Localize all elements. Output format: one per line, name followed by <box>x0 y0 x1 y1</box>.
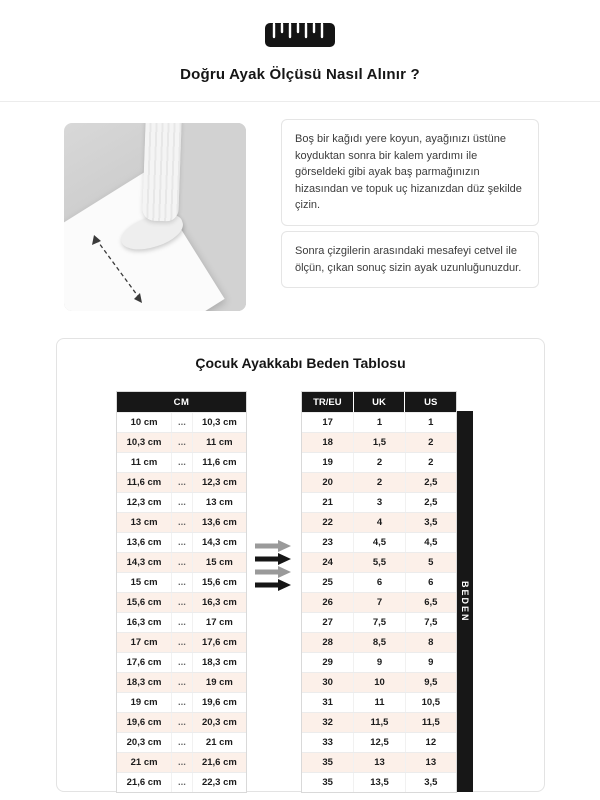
cm-from-cell: 18,3 cm <box>126 677 162 688</box>
uk-cell: 6 <box>353 573 404 592</box>
uk-cell: 1,5 <box>353 433 404 452</box>
uk-cell: 11,5 <box>353 713 404 732</box>
tr-eu-cell: 24 <box>322 557 333 568</box>
uk-cell: 10 <box>353 673 404 692</box>
us-cell: 8 <box>405 633 456 652</box>
range-separator: ... <box>171 673 192 692</box>
cm-from-cell: 15 cm <box>130 577 158 588</box>
cm-table-body <box>117 412 246 792</box>
table-row <box>302 772 456 792</box>
tr-eu-cell: 25 <box>322 577 333 588</box>
range-separator: ... <box>171 533 192 552</box>
table-row <box>117 612 246 632</box>
table-row <box>302 732 456 752</box>
table-row <box>302 592 456 612</box>
cm-from-cell: 12,3 cm <box>126 497 162 508</box>
uk-cell: 2 <box>353 453 404 472</box>
range-separator: ... <box>171 773 192 792</box>
range-separator: ... <box>171 753 192 772</box>
tr-eu-cell: 32 <box>322 717 333 728</box>
table-row <box>117 652 246 672</box>
table-row <box>117 632 246 652</box>
table-row <box>302 712 456 732</box>
tr-eu-cell: 27 <box>322 617 333 628</box>
tr-eu-cell: 31 <box>322 697 333 708</box>
uk-cell: 1 <box>353 413 404 432</box>
foot-measurement-photo <box>64 123 246 311</box>
cm-to-cell: 15,6 cm <box>192 573 246 592</box>
divider <box>0 101 600 102</box>
uk-cell: 8,5 <box>353 633 404 652</box>
cm-from-cell: 11,6 cm <box>126 477 162 488</box>
cm-to-cell: 22,3 cm <box>192 773 246 792</box>
page-title: Doğru Ayak Ölçüsü Nasıl Alınır ? <box>180 66 420 83</box>
table-row <box>117 592 246 612</box>
table-row <box>117 432 246 452</box>
table-row <box>117 712 246 732</box>
table-row <box>302 512 456 532</box>
range-separator: ... <box>171 693 192 712</box>
tr-eu-cell: 21 <box>322 497 333 508</box>
size-table-panel <box>56 338 545 792</box>
cm-from-cell: 13 cm <box>130 517 158 528</box>
uk-cell: 5,5 <box>353 553 404 572</box>
table-row <box>302 492 456 512</box>
tr-eu-cell: 30 <box>322 677 333 688</box>
instruction-text-2: Sonra çizgilerin arasındaki mesafeyi cetvel ile ölçün, çıkan sonuç sizin ayak uzunluğunuzdur. <box>295 245 522 274</box>
range-separator: ... <box>171 553 192 572</box>
us-cell: 1 <box>405 413 456 432</box>
cm-to-cell: 16,3 cm <box>192 593 246 612</box>
range-separator: ... <box>171 513 192 532</box>
tr-eu-cell: 22 <box>322 517 333 528</box>
us-cell: 6,5 <box>405 593 456 612</box>
table-row <box>302 692 456 712</box>
tr-eu-cell: 35 <box>322 757 333 768</box>
table-row <box>117 412 246 432</box>
measurement-line-icon <box>64 123 246 311</box>
header-uk: UK <box>353 392 405 412</box>
cm-from-cell: 16,3 cm <box>126 617 162 628</box>
us-cell: 9 <box>405 653 456 672</box>
uk-cell: 4,5 <box>353 533 404 552</box>
cm-to-cell: 15 cm <box>192 553 246 572</box>
us-cell: 6 <box>405 573 456 592</box>
beden-label: BEDEN <box>457 411 473 792</box>
us-cell: 9,5 <box>405 673 456 692</box>
uk-cell: 2 <box>353 473 404 492</box>
cm-to-cell: 13 cm <box>192 493 246 512</box>
range-separator: ... <box>171 633 192 652</box>
us-cell: 3,5 <box>405 513 456 532</box>
table-row <box>302 472 456 492</box>
us-cell: 7,5 <box>405 613 456 632</box>
range-separator: ... <box>171 733 192 752</box>
tr-eu-cell: 17 <box>322 417 333 428</box>
us-cell: 3,5 <box>405 773 456 792</box>
uk-cell: 3 <box>353 493 404 512</box>
tr-eu-cell: 35 <box>322 777 333 788</box>
table-row <box>117 532 246 552</box>
cm-to-cell: 18,3 cm <box>192 653 246 672</box>
table-row <box>117 752 246 772</box>
cm-from-cell: 11 cm <box>130 457 158 468</box>
uk-cell: 13,5 <box>353 773 404 792</box>
us-cell: 11,5 <box>405 713 456 732</box>
table-row <box>117 772 246 792</box>
cm-to-cell: 11 cm <box>192 433 246 452</box>
tr-eu-cell: 28 <box>322 637 333 648</box>
us-cell: 10,5 <box>405 693 456 712</box>
range-separator: ... <box>171 473 192 492</box>
cm-to-cell: 17,6 cm <box>192 633 246 652</box>
size-table-body <box>302 412 456 792</box>
range-separator: ... <box>171 613 192 632</box>
tr-eu-cell: 19 <box>322 457 333 468</box>
size-table <box>301 391 457 793</box>
cm-from-cell: 20,3 cm <box>126 737 162 748</box>
us-cell: 2,5 <box>405 493 456 512</box>
table-row <box>117 452 246 472</box>
tr-eu-cell: 18 <box>322 437 333 448</box>
instruction-box-2 <box>281 231 539 288</box>
tr-eu-cell: 23 <box>322 537 333 548</box>
instruction-text-1: Boş bir kağıdı yere koyun, ayağınızı üstüne koyduktan sonra bir kalem yardımı ile görseldeki gibi ayak baş parmağınızın hizasından ve topuk uç hizanızdan düz şekilde çizin. <box>295 133 522 211</box>
uk-cell: 9 <box>353 653 404 672</box>
table-row <box>302 652 456 672</box>
range-separator: ... <box>171 593 192 612</box>
tr-eu-cell: 26 <box>322 597 333 608</box>
table-row <box>302 632 456 652</box>
cm-from-cell: 15,6 cm <box>126 597 162 608</box>
us-cell: 12 <box>405 733 456 752</box>
cm-to-cell: 19 cm <box>192 673 246 692</box>
table-row <box>117 552 246 572</box>
cm-to-cell: 10,3 cm <box>192 413 246 432</box>
range-separator: ... <box>171 713 192 732</box>
table-row <box>117 672 246 692</box>
uk-cell: 13 <box>353 753 404 772</box>
range-separator: ... <box>171 573 192 592</box>
table-row <box>302 412 456 432</box>
table-row <box>302 752 456 772</box>
table-row <box>302 552 456 572</box>
uk-cell: 4 <box>353 513 404 532</box>
tr-eu-cell: 33 <box>322 737 333 748</box>
table-row <box>302 572 456 592</box>
ruler-icon <box>264 20 336 55</box>
us-cell: 2,5 <box>405 473 456 492</box>
cm-to-cell: 11,6 cm <box>192 453 246 472</box>
size-table-title: Çocuk Ayakkabı Beden Tablosu <box>195 355 406 371</box>
table-row <box>302 612 456 632</box>
table-row <box>117 692 246 712</box>
table-row <box>117 732 246 752</box>
cm-from-cell: 17,6 cm <box>126 657 162 668</box>
table-row <box>302 532 456 552</box>
tr-eu-cell: 29 <box>322 657 333 668</box>
us-cell: 13 <box>405 753 456 772</box>
cm-to-cell: 21 cm <box>192 733 246 752</box>
us-cell: 2 <box>405 433 456 452</box>
header-us: US <box>404 392 456 412</box>
table-row <box>117 512 246 532</box>
cm-to-cell: 21,6 cm <box>192 753 246 772</box>
cm-from-cell: 19,6 cm <box>126 717 162 728</box>
us-cell: 4,5 <box>405 533 456 552</box>
cm-to-cell: 20,3 cm <box>192 713 246 732</box>
uk-cell: 7 <box>353 593 404 612</box>
cm-from-cell: 17 cm <box>130 637 158 648</box>
table-row <box>302 432 456 452</box>
uk-cell: 11 <box>353 693 404 712</box>
cm-table-header: CM <box>117 392 246 412</box>
cm-to-cell: 14,3 cm <box>192 533 246 552</box>
cm-to-cell: 19,6 cm <box>192 693 246 712</box>
cm-from-cell: 19 cm <box>130 697 158 708</box>
range-separator: ... <box>171 493 192 512</box>
uk-cell: 12,5 <box>353 733 404 752</box>
table-row <box>117 572 246 592</box>
uk-cell: 7,5 <box>353 613 404 632</box>
table-row <box>117 492 246 512</box>
us-cell: 2 <box>405 453 456 472</box>
table-row <box>117 472 246 492</box>
cm-to-cell: 13,6 cm <box>192 513 246 532</box>
cm-to-cell: 17 cm <box>192 613 246 632</box>
size-table-header <box>302 392 456 412</box>
table-row <box>302 452 456 472</box>
range-separator: ... <box>171 653 192 672</box>
instruction-box-1 <box>281 119 539 226</box>
cm-from-cell: 10,3 cm <box>126 437 162 448</box>
cm-table <box>116 391 247 793</box>
tr-eu-cell: 20 <box>322 477 333 488</box>
range-separator: ... <box>171 433 192 452</box>
table-row <box>302 672 456 692</box>
cm-from-cell: 21,6 cm <box>126 777 162 788</box>
range-separator: ... <box>171 453 192 472</box>
range-separator: ... <box>171 413 192 432</box>
cm-from-cell: 14,3 cm <box>126 557 162 568</box>
double-arrow-right-icon <box>253 539 297 593</box>
cm-to-cell: 12,3 cm <box>192 473 246 492</box>
cm-from-cell: 21 cm <box>130 757 158 768</box>
us-cell: 5 <box>405 553 456 572</box>
header-tr-eu: TR/EU <box>302 392 353 412</box>
cm-from-cell: 13,6 cm <box>126 537 162 548</box>
cm-from-cell: 10 cm <box>130 417 158 428</box>
